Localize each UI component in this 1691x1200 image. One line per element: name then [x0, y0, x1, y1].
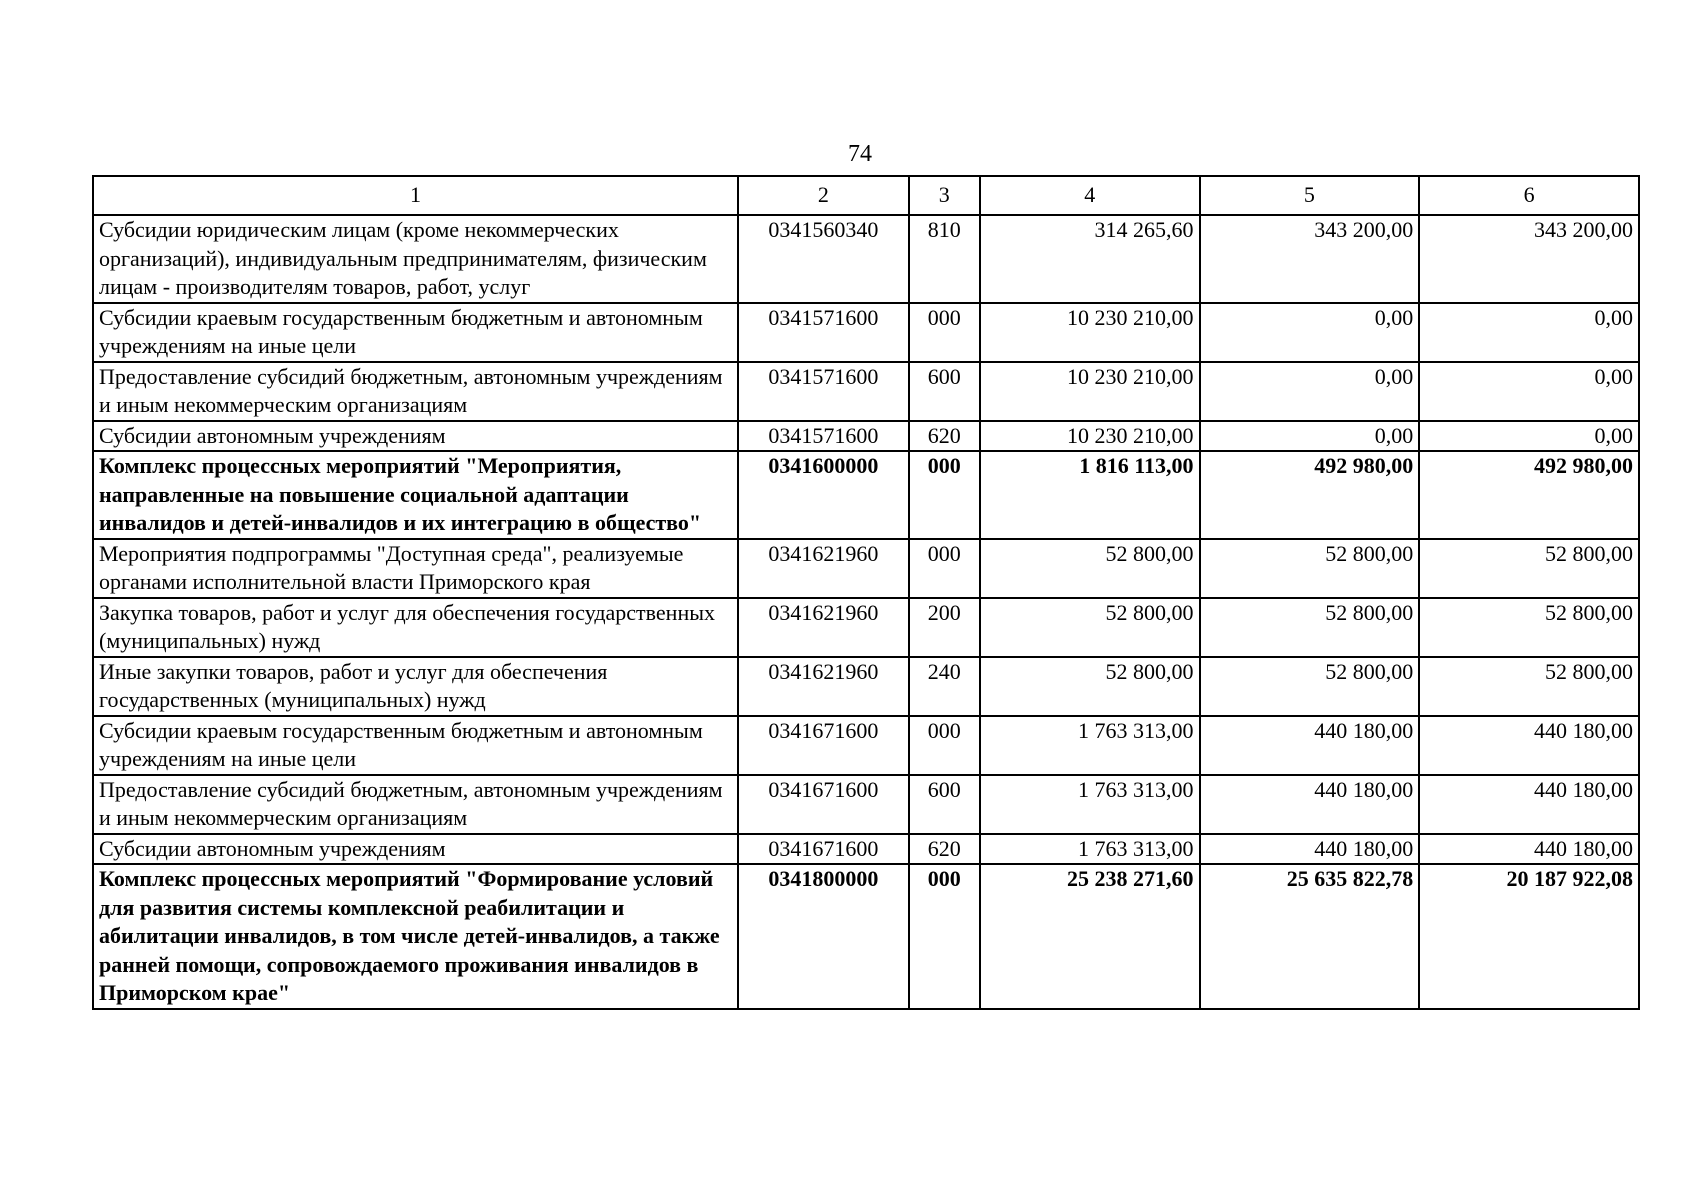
row-amount-2-cell: 343 200,00 [1200, 215, 1420, 303]
row-amount-2-cell: 52 800,00 [1200, 598, 1420, 657]
row-amount-1-cell: 52 800,00 [980, 539, 1200, 598]
row-amount-1-cell: 314 265,60 [980, 215, 1200, 303]
row-name-cell: Субсидии краевым государственным бюджетным и автономным учреждениям на иные цели [93, 716, 738, 775]
row-name-cell: Комплекс процессных мероприятий "Формирование условий для развития системы комплексной реабилитации и абилитации инвалидов, в том числе детей-инвалидов, а также ранней помощи, сопровождаемого проживания инвалидов в Приморском крае" [93, 864, 738, 1009]
row-amount-3-cell: 440 180,00 [1419, 716, 1639, 775]
row-name-cell: Закупка товаров, работ и услуг для обеспечения государственных (муниципальных) нужд [93, 598, 738, 657]
table-row [93, 598, 1639, 657]
row-amount-2-cell: 492 980,00 [1200, 451, 1420, 539]
table-row [93, 451, 1639, 539]
row-amount-3-cell: 52 800,00 [1419, 598, 1639, 657]
row-name-cell: Субсидии автономным учреждениям [93, 421, 738, 452]
row-type-cell: 000 [909, 303, 980, 362]
row-amount-2-cell: 440 180,00 [1200, 775, 1420, 834]
row-amount-3-cell: 0,00 [1419, 421, 1639, 452]
row-amount-1-cell: 52 800,00 [980, 598, 1200, 657]
row-type-cell: 240 [909, 657, 980, 716]
row-amount-3-cell: 52 800,00 [1419, 657, 1639, 716]
column-header-type: 3 [909, 176, 980, 215]
table-row [93, 215, 1639, 303]
table-row [93, 539, 1639, 598]
row-type-cell: 000 [909, 539, 980, 598]
row-amount-2-cell: 0,00 [1200, 421, 1420, 452]
row-code-cell: 0341560340 [738, 215, 909, 303]
row-name-cell: Предоставление субсидий бюджетным, автономным учреждениям и иным некоммерческим организациям [93, 362, 738, 421]
row-name-cell: Предоставление субсидий бюджетным, автономным учреждениям и иным некоммерческим организациям [93, 775, 738, 834]
row-amount-1-cell: 25 238 271,60 [980, 864, 1200, 1009]
row-type-cell: 620 [909, 834, 980, 865]
row-code-cell: 0341600000 [738, 451, 909, 539]
table-row [93, 864, 1639, 1009]
row-amount-2-cell: 52 800,00 [1200, 657, 1420, 716]
row-amount-2-cell: 52 800,00 [1200, 539, 1420, 598]
row-code-cell: 0341621960 [738, 598, 909, 657]
table-header-row [93, 176, 1639, 215]
row-code-cell: 0341671600 [738, 716, 909, 775]
row-amount-3-cell: 492 980,00 [1419, 451, 1639, 539]
column-header-amount-3: 6 [1419, 176, 1639, 215]
row-type-cell: 000 [909, 864, 980, 1009]
row-type-cell: 620 [909, 421, 980, 452]
row-amount-3-cell: 52 800,00 [1419, 539, 1639, 598]
row-name-cell: Субсидии краевым государственным бюджетным и автономным учреждениям на иные цели [93, 303, 738, 362]
row-type-cell: 600 [909, 775, 980, 834]
row-type-cell: 200 [909, 598, 980, 657]
row-amount-2-cell: 25 635 822,78 [1200, 864, 1420, 1009]
row-code-cell: 0341621960 [738, 657, 909, 716]
row-amount-1-cell: 1 763 313,00 [980, 716, 1200, 775]
column-header-name: 1 [93, 176, 738, 215]
row-amount-1-cell: 52 800,00 [980, 657, 1200, 716]
table-row [93, 421, 1639, 452]
table-row [93, 775, 1639, 834]
row-amount-1-cell: 10 230 210,00 [980, 421, 1200, 452]
row-code-cell: 0341571600 [738, 421, 909, 452]
row-amount-3-cell: 0,00 [1419, 362, 1639, 421]
column-header-amount-1: 4 [980, 176, 1200, 215]
row-amount-3-cell: 0,00 [1419, 303, 1639, 362]
column-header-amount-2: 5 [1200, 176, 1420, 215]
row-code-cell: 0341621960 [738, 539, 909, 598]
row-amount-3-cell: 20 187 922,08 [1419, 864, 1639, 1009]
row-amount-1-cell: 10 230 210,00 [980, 362, 1200, 421]
row-name-cell: Субсидии автономным учреждениям [93, 834, 738, 865]
row-amount-3-cell: 440 180,00 [1419, 775, 1639, 834]
row-amount-1-cell: 1 763 313,00 [980, 775, 1200, 834]
row-amount-3-cell: 440 180,00 [1419, 834, 1639, 865]
row-code-cell: 0341571600 [738, 362, 909, 421]
row-amount-3-cell: 343 200,00 [1419, 215, 1639, 303]
row-amount-2-cell: 0,00 [1200, 362, 1420, 421]
row-code-cell: 0341671600 [738, 834, 909, 865]
row-type-cell: 000 [909, 451, 980, 539]
budget-table [92, 175, 1640, 1010]
row-name-cell: Комплекс процессных мероприятий "Мероприятия, направленные на повышение социальной адаптации инвалидов и детей-инвалидов и их интеграцию в общество" [93, 451, 738, 539]
table-row [93, 362, 1639, 421]
table-body [93, 215, 1639, 1009]
row-amount-2-cell: 440 180,00 [1200, 716, 1420, 775]
table-row [93, 834, 1639, 865]
row-amount-2-cell: 440 180,00 [1200, 834, 1420, 865]
row-amount-1-cell: 10 230 210,00 [980, 303, 1200, 362]
row-type-cell: 810 [909, 215, 980, 303]
row-amount-2-cell: 0,00 [1200, 303, 1420, 362]
table-row [93, 716, 1639, 775]
row-code-cell: 0341671600 [738, 775, 909, 834]
column-header-code: 2 [738, 176, 909, 215]
row-name-cell: Субсидии юридическим лицам (кроме некоммерческих организаций), индивидуальным предпринимателям, физическим лицам - производителям товаров, работ, услуг [93, 215, 738, 303]
row-type-cell: 600 [909, 362, 980, 421]
page-number: 74 [848, 141, 872, 167]
row-type-cell: 000 [909, 716, 980, 775]
row-code-cell: 0341800000 [738, 864, 909, 1009]
row-code-cell: 0341571600 [738, 303, 909, 362]
row-amount-1-cell: 1 763 313,00 [980, 834, 1200, 865]
table-row [93, 303, 1639, 362]
row-amount-1-cell: 1 816 113,00 [980, 451, 1200, 539]
table-row [93, 657, 1639, 716]
row-name-cell: Иные закупки товаров, работ и услуг для обеспечения государственных (муниципальных) нужд [93, 657, 738, 716]
row-name-cell: Мероприятия подпрограммы "Доступная среда", реализуемые органами исполнительной власти Приморского края [93, 539, 738, 598]
